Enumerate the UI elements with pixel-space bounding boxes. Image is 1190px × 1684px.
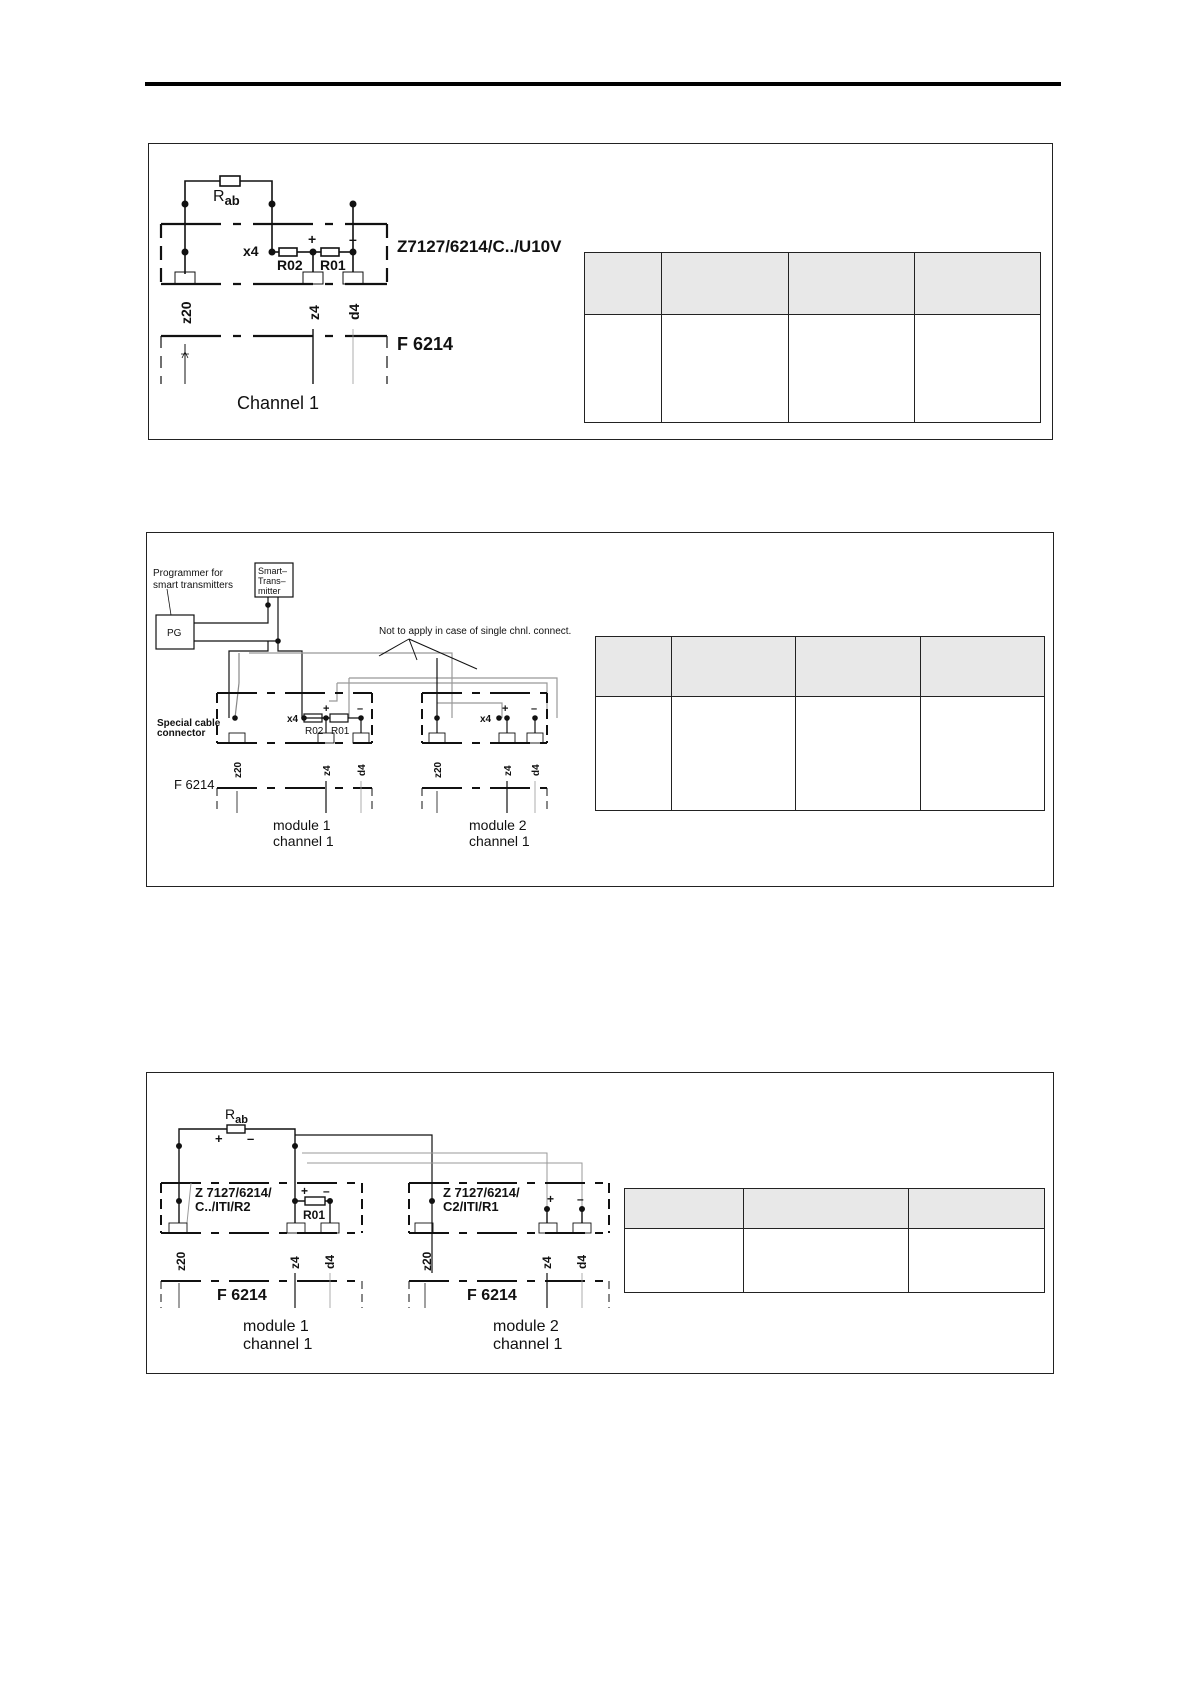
single-channel-note: Not to apply in case of single chnl. connect.	[379, 626, 572, 637]
plus-sign: +	[547, 1192, 555, 1206]
table-header-cell	[596, 637, 672, 697]
table-header-cell	[914, 253, 1040, 315]
junction-dot	[182, 249, 189, 256]
pin-d4-label: d4	[357, 764, 368, 776]
minus-sign: –	[357, 703, 364, 715]
minus-sign: –	[349, 231, 357, 247]
figure-1-box	[148, 143, 1053, 440]
module2-label-line2: channel 1	[469, 833, 530, 849]
figure-3-box	[146, 1072, 1054, 1374]
module1-name-line2: C../ITI/R2	[195, 1199, 251, 1214]
table-header-cell	[744, 1189, 908, 1229]
card-label: F 6214	[174, 777, 215, 792]
pin-z4-label: z4	[540, 1256, 554, 1269]
table-cell	[908, 1229, 1044, 1293]
minus-sign: –	[247, 1131, 255, 1146]
module2-label-line1: module 2	[493, 1318, 559, 1335]
table-header-cell	[908, 1189, 1044, 1229]
module1-label-line1: module 1	[273, 817, 331, 833]
pin-z20-label: z20	[233, 761, 244, 778]
plus-sign: +	[215, 1131, 223, 1146]
table-cell	[662, 315, 788, 423]
table-cell	[914, 315, 1040, 423]
table-cell	[585, 315, 662, 423]
table-header-cell	[585, 253, 662, 315]
table-cell	[596, 697, 672, 811]
pin-z20-label: z20	[433, 761, 444, 778]
pin-z20-label: z20	[178, 301, 194, 324]
pin-d4-label: d4	[323, 1254, 337, 1269]
junction-dot	[310, 249, 317, 256]
card-label: F 6214	[397, 334, 454, 354]
card-label: F 6214	[467, 1287, 517, 1304]
pin-d4-label: d4	[531, 764, 542, 776]
table-header-cell	[662, 253, 788, 315]
pin-d4-label: d4	[346, 303, 362, 320]
table-header-cell	[796, 637, 920, 697]
pin-z4-label: z4	[288, 1256, 302, 1269]
minus-sign: –	[577, 1192, 584, 1206]
table-cell	[744, 1229, 908, 1293]
module-type-label: Z7127/6214/C../U10V	[397, 237, 562, 256]
rab-label: $R_{ab}$	[225, 1106, 248, 1126]
pin-z4-label: z4	[503, 765, 514, 776]
resistor-r01-label: R01	[303, 1208, 326, 1222]
plus-sign: +	[308, 231, 317, 247]
card-label: F 6214	[217, 1287, 267, 1304]
channel-label: Channel 1	[237, 393, 320, 413]
junction-dot	[269, 249, 276, 256]
module1-label-line2: channel 1	[243, 1336, 313, 1353]
resistor-r02-label: R02	[305, 726, 324, 737]
plus-sign: +	[502, 703, 509, 715]
special-connector-line1: Special cable	[157, 718, 221, 729]
spec-table-3	[624, 1188, 1045, 1293]
smart-transmitter-line1: Smart–	[258, 566, 288, 576]
pin-z4-label: z4	[322, 765, 333, 776]
table-header-cell	[788, 253, 914, 315]
minus-sign: –	[531, 703, 538, 715]
smart-transmitter-line3: mitter	[258, 586, 281, 596]
table-header-cell	[625, 1189, 744, 1229]
resistor-r01-label: R01	[331, 726, 350, 737]
rab-label: $R_{ab}$	[213, 188, 240, 208]
page-header-rule	[145, 82, 1061, 86]
table-cell	[788, 315, 914, 423]
spec-table-1	[584, 252, 1041, 423]
junction-dot	[182, 201, 189, 208]
minus-sign: –	[323, 1184, 330, 1198]
special-connector-line2: connector	[157, 728, 206, 739]
figure-2-box	[146, 532, 1054, 887]
junction-dot	[350, 201, 357, 208]
resistor-r01-label: R01	[320, 257, 346, 273]
terminal-x4-label: x4	[243, 243, 259, 259]
resistor-r02-label: R02	[277, 257, 303, 273]
module2-name-line1: Z 7127/6214/	[443, 1185, 520, 1200]
terminal-x4-label: x4	[480, 714, 492, 725]
smart-transmitter-line2: Trans–	[258, 576, 286, 586]
module1-name-line1: Z 7127/6214/	[195, 1185, 272, 1200]
spec-table-2	[595, 636, 1045, 811]
junction-dot	[269, 201, 276, 208]
plus-sign: +	[301, 1184, 309, 1198]
terminal-x4-label: x4	[287, 714, 299, 725]
table-cell	[672, 697, 796, 811]
module2-label-line1: module 2	[469, 817, 527, 833]
module1-label-line2: channel 1	[273, 833, 334, 849]
module2-label-line2: channel 1	[493, 1336, 563, 1353]
table-cell	[796, 697, 920, 811]
table-header-cell	[672, 637, 796, 697]
programmer-label-line1: Programmer for	[153, 568, 224, 579]
module1-label-line1: module 1	[243, 1318, 309, 1335]
pg-label: PG	[167, 628, 182, 639]
module2-name-line2: C2/ITI/R1	[443, 1199, 499, 1214]
table-cell	[920, 697, 1044, 811]
table-cell	[625, 1229, 744, 1293]
pin-z4-label: z4	[306, 305, 322, 320]
junction-dot	[350, 249, 357, 256]
programmer-label-line2: smart transmitters	[153, 580, 234, 591]
pin-z20-label: z20	[174, 1251, 188, 1271]
table-header-cell	[920, 637, 1044, 697]
pin-d4-label: d4	[575, 1254, 589, 1269]
pin-z20-label: z20	[420, 1251, 434, 1271]
plus-sign: +	[323, 703, 330, 715]
